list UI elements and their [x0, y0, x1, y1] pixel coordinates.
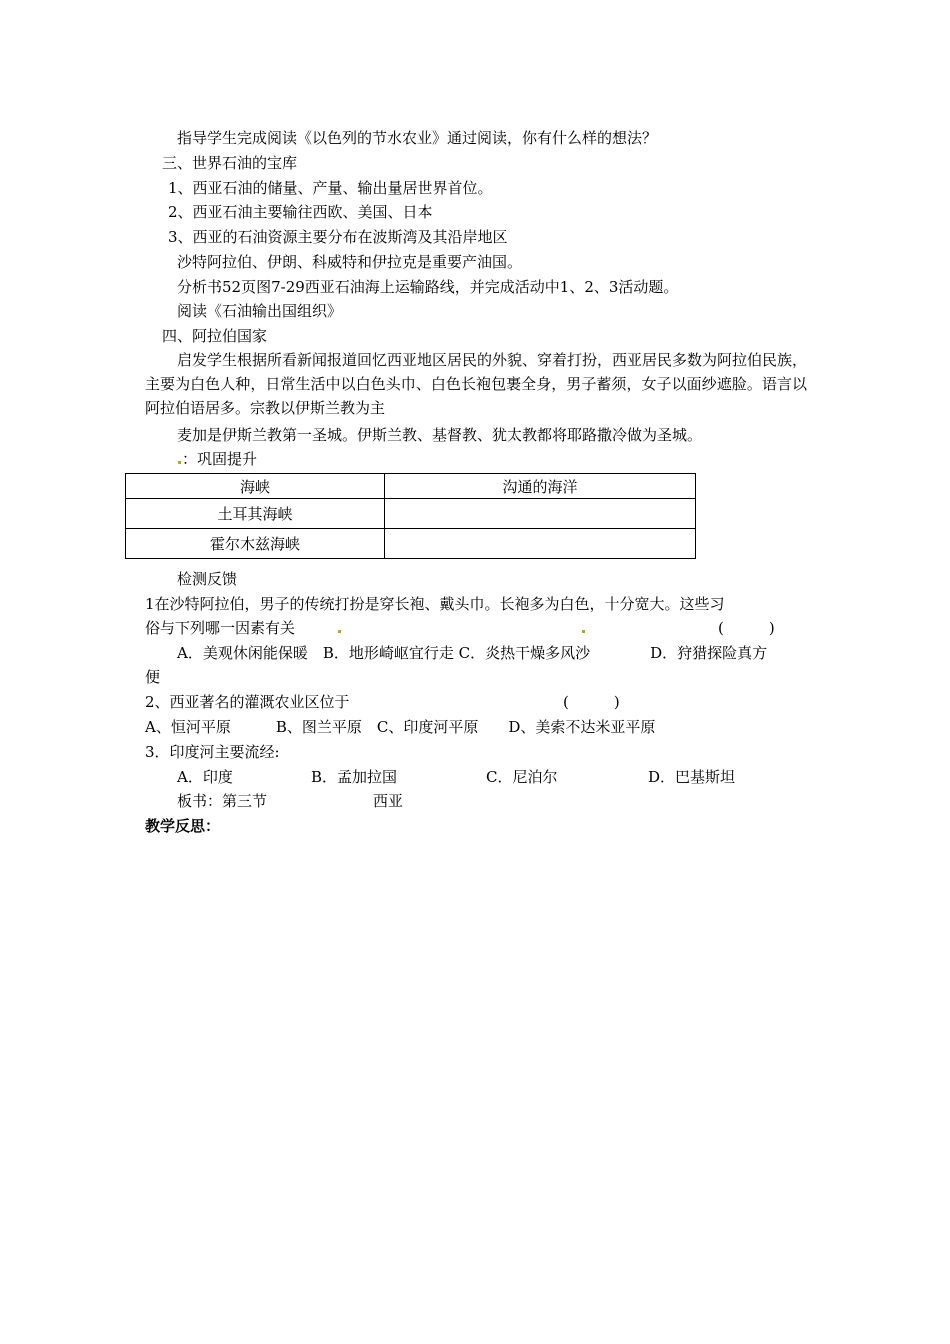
- question-1-options: A．美观休闲能保暖 B．地形崎岖宜行走 C．炎热干燥多风沙 D．狩猎探险真方: [177, 644, 768, 662]
- marker-dot: [338, 630, 341, 633]
- table-cell: [385, 529, 696, 559]
- marker-dot: [582, 630, 585, 633]
- consolidate-heading: [177, 450, 257, 468]
- section-3-heading: 三、世界石油的宝库: [162, 154, 298, 172]
- question-1-line-1: 1在沙特阿拉伯，男子的传统打扮是穿长袍、戴头巾。长袍多为白色，十分宽大。这些习: [145, 595, 725, 613]
- section-4-heading: 四、阿拉伯国家: [162, 327, 268, 345]
- question-1-options-cont: 便: [145, 668, 161, 686]
- section-3-item-3: 3、西亚的石油资源主要分布在波斯湾及其沿岸地区: [168, 228, 508, 246]
- question-2-options: A、恒河平原 B、图兰平原 C、印度河平原 D、美索不达米亚平原: [145, 718, 656, 736]
- board-title: 西亚: [373, 792, 404, 810]
- table-cell: 土耳其海峡: [126, 499, 385, 529]
- marker-dot: [178, 461, 181, 464]
- table-cell: 霍尔木兹海峡: [126, 529, 385, 559]
- section-3-producers: 沙特阿拉伯、伊朗、科威特和伊拉克是重要产油国。: [177, 253, 523, 271]
- question-3: 3．印度河主要流经:: [145, 743, 280, 761]
- question-3-option-c: C．尼泊尔: [486, 768, 558, 786]
- question-1-answer-paren: ( ): [718, 619, 775, 637]
- table-header-ocean: 沟通的海洋: [385, 474, 696, 499]
- table-row: [126, 529, 696, 559]
- table-cell: [385, 499, 696, 529]
- table-row: [126, 499, 696, 529]
- question-2: 2、西亚著名的灌溉农业区位于: [145, 693, 350, 711]
- question-3-option-b: B．孟加拉国: [311, 768, 398, 786]
- table-header-strait: 海峡: [126, 474, 385, 499]
- question-2-answer-paren: ( ): [563, 693, 620, 711]
- consolidate-label: ：巩固提升: [182, 450, 258, 468]
- section-3-item-2: 2、西亚石油主要输往西欧、美国、日本: [168, 203, 433, 221]
- intro-line: 指导学生完成阅读《以色列的节水农业》通过阅读，你有什么样的想法？: [177, 129, 658, 147]
- section-3-reading: 阅读《石油输出国组织》: [177, 302, 343, 320]
- section-4-holy-cities: 麦加是伊斯兰教第一圣城。伊斯兰教、基督教、犹太教都将耶路撒冷做为圣城。: [177, 426, 703, 444]
- section-3-analysis: 分析书52页图7-29西亚石油海上运输路线，并完成活动中1、2、3活动题。: [177, 278, 679, 296]
- question-3-option-d: D．巴基斯坦: [648, 768, 736, 786]
- question-1-line-2: 俗与下列哪一因素有关: [145, 619, 296, 637]
- board-label: 板书：第三节: [177, 792, 268, 810]
- question-3-option-a: A．印度: [177, 768, 233, 786]
- section-3-item-1: 1、西亚石油的储量、产量、输出量居世界首位。: [168, 179, 493, 197]
- section-4-paragraph: 启发学生根据所看新闻报道回忆西亚地区居民的外貌、穿着打扮，西亚居民多数为阿拉伯民族，主要为白色人种，日常生活中以白色头巾、白色长袍包裹全身，男子蓄须，女子以面纱遮脸。语言以阿拉伯语居多。宗教以伊斯兰教为主: [145, 351, 808, 417]
- teaching-reflection: 教学反思：: [145, 817, 221, 835]
- table-header-row: [126, 474, 696, 499]
- feedback-heading: 检测反馈: [177, 570, 238, 588]
- strait-table: [125, 473, 696, 559]
